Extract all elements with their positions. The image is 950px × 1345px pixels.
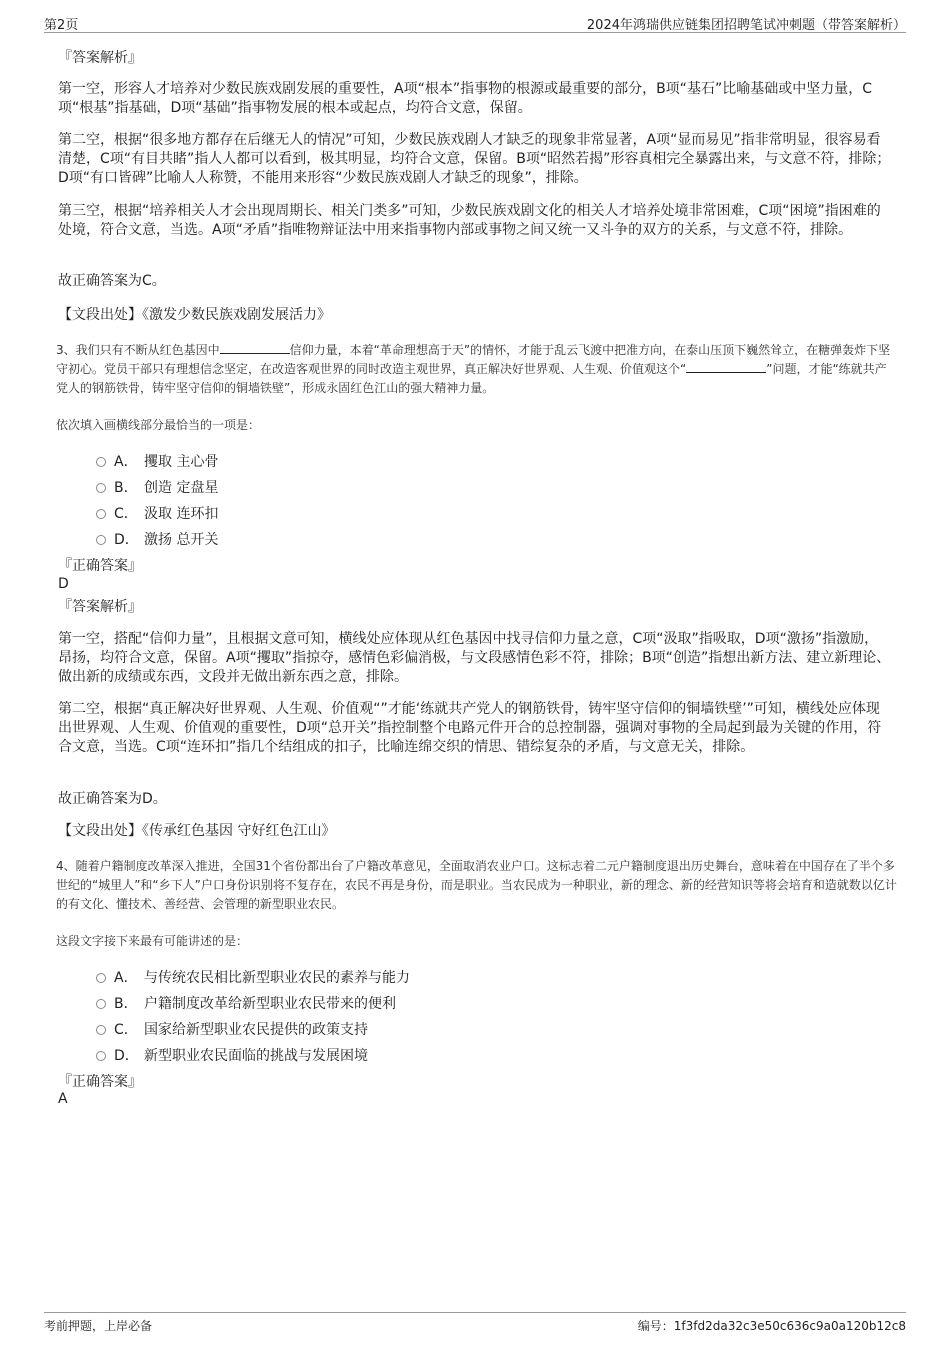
correct-answer-label: 『正确答案』 xyxy=(58,558,142,574)
source-citation: 【文段出处】《传承红色基因 守好红色江山》 xyxy=(58,823,336,839)
page-number: 第2页 xyxy=(44,18,79,33)
footer-slogan: 考前押题，上岸必备 xyxy=(44,1319,153,1333)
page-footer xyxy=(44,1312,906,1337)
radio-icon[interactable] xyxy=(96,973,106,983)
correct-answer: A xyxy=(58,1091,68,1107)
option-b[interactable]: B． 户籍制度改革给新型职业农民带来的便利 xyxy=(96,993,396,1013)
conclusion: 故正确答案为C。 xyxy=(58,273,166,289)
option-a[interactable]: A． 攫取 主心骨 xyxy=(96,451,218,471)
radio-icon[interactable] xyxy=(96,509,106,519)
radio-icon[interactable] xyxy=(96,457,106,467)
option-d[interactable]: D． 激扬 总开关 xyxy=(96,529,218,549)
conclusion: 故正确答案为D。 xyxy=(58,791,167,807)
radio-icon[interactable] xyxy=(96,1051,106,1061)
analysis-paragraph: 第三空，根据“培养相关人才会出现周期长、相关门类多”可知，少数民族戏剧文化的相关人才培养处境非常困难，C项“困境”指困难的处境，符合文意，当选。A项“矛盾”指唯物辩证法中用来指事物内部或事物之间又统一又斗争的双方的关系，与文意不符，排除。 xyxy=(58,203,881,238)
radio-icon[interactable] xyxy=(96,535,106,545)
question-stem: 4、随着户籍制度改革深入推进，全国31个省份都出台了户籍改革意见，全面取消农业户口。这标志着二元户籍制度退出历史舞台，意味着在中国存在了半个多世纪的“城里人”和“乡下人”户口身份识别将不复存在，农民不再是身份，而是职业。当农民成为一种职业，新的理念、新的经营知识等将会培育和造就数以亿计的有文化、懂技术、善经营、会管理的新型职业农民。 xyxy=(56,859,897,911)
fill-blank xyxy=(686,360,766,373)
question-ask: 这段文字接下来最有可能讲述的是： xyxy=(56,934,249,948)
fill-blank xyxy=(220,341,290,354)
source-citation: 【文段出处】《激发少数民族戏剧发展活力》 xyxy=(58,307,331,323)
option-c[interactable]: C． 国家给新型职业农民提供的政策支持 xyxy=(96,1019,368,1039)
analysis-paragraph: 第一空，形容人才培养对少数民族戏剧发展的重要性，A项“根本”指事物的根源或最重要的部分，B项“基石”比喻基础或中坚力量，C项“根基”指基础，D项“基础”指事物发展的根本或起点，均符合文意，保留。 xyxy=(58,81,872,116)
radio-icon[interactable] xyxy=(96,483,106,493)
analysis-paragraph: 第二空，根据“很多地方都存在后继无人的情况”可知，少数民族戏剧人才缺乏的现象非常显著，A项“显而易见”指非常明显，很容易看清楚，C项“有目共睹”指人人都可以看到，极其明显，均符合文意，保留。B项“昭然若揭”形容真相完全暴露出来，与文意不符，排除；D项“有口皆碑”比喻人人称赞，不能用来形容“少数民族戏剧人才缺乏的现象”，排除。 xyxy=(58,132,891,186)
document-title: 2024年鸿瑞供应链集团招聘笔试冲刺题（带答案解析） xyxy=(586,18,906,33)
page-header xyxy=(44,10,906,33)
document-code: 编号：1f3fd2da32c3e50c636c9a0a120b12c8 xyxy=(637,1319,906,1333)
analysis-label: 『答案解析』 xyxy=(58,599,142,615)
radio-icon[interactable] xyxy=(96,1025,106,1035)
analysis-paragraph: 第一空，搭配“信仰力量”，且根据文意可知，横线处应体现从红色基因中找寻信仰力量之意，C项“汲取”指吸取，D项“激扬”指激励，昂扬，均符合文意，保留。A项“攫取”指掠夺，感情色彩偏消极，与文段感情色彩不符，排除；B项“创造”指想出新方法、建立新理论、做出新的成绩或东西，文段并无做出新东西之意，排除。 xyxy=(58,631,891,685)
question-ask: 依次填入画横线部分最恰当的一项是： xyxy=(56,418,261,432)
question-stem: 3、我们只有不断从红色基因中 信仰力量，本着“革命理想高于天”的情怀，才能于乱云飞渡中把准方向，在泰山压顶下巍然耸立，在糖弹轰炸下坚守初心。党员干部只有理想信念坚定，在改造客观世界的同时改造主观世界，真正解决好世界观、人生观、价值观这个“ ”问题，才能“练就共产党人的钢筋铁骨，铸牢坚守信仰的铜墙铁壁”，形成永固红色江山的强大精神力量。 xyxy=(56,343,891,395)
correct-answer: D xyxy=(58,576,69,592)
option-c[interactable]: C． 汲取 连环扣 xyxy=(96,503,218,523)
radio-icon[interactable] xyxy=(96,999,106,1009)
analysis-label: 『答案解析』 xyxy=(58,50,142,66)
correct-answer-label: 『正确答案』 xyxy=(58,1074,142,1090)
option-b[interactable]: B． 创造 定盘星 xyxy=(96,477,218,497)
option-d[interactable]: D． 新型职业农民面临的挑战与发展困境 xyxy=(96,1045,368,1065)
analysis-paragraph: 第二空，根据“真正解决好世界观、人生观、价值观“”才能‘练就共产党人的钢筋铁骨，铸牢坚守信仰的铜墙铁壁’”可知，横线处应体现出世界观、人生观、价值观的重要性，D项“总开关”指控制整个电路元件开合的总控制器，强调对事物的全局起到最为关键的作用，符合文意，当选。C项“连环扣”指几个结组成的扣子，比喻连绵交织的情思、错综复杂的矛盾，与文意无关，排除。 xyxy=(58,701,882,755)
option-a[interactable]: A． 与传统农民相比新型职业农民的素养与能力 xyxy=(96,967,410,987)
